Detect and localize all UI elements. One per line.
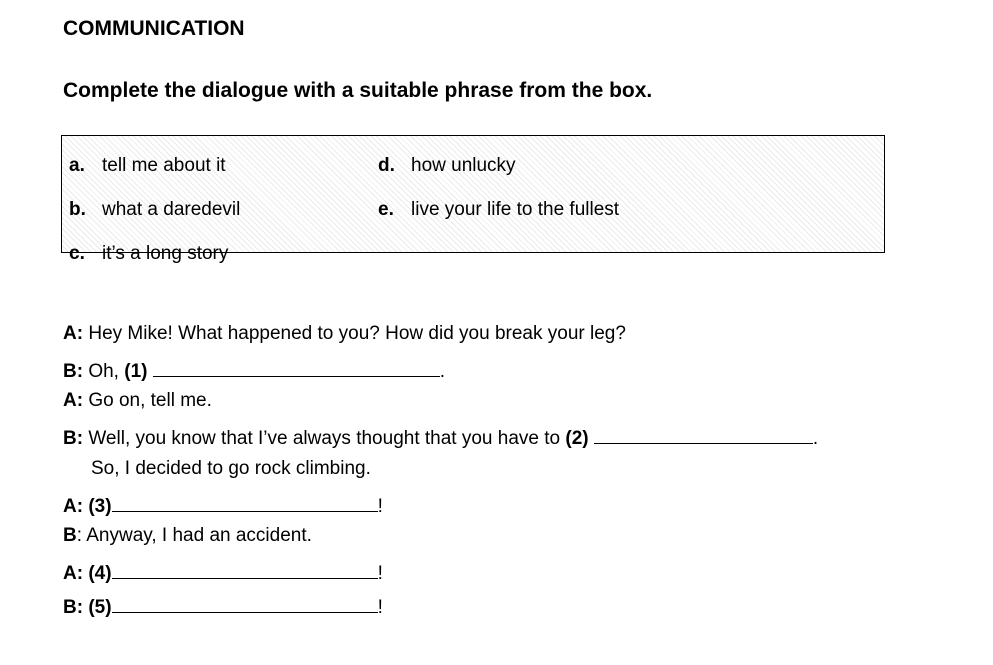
phrase-a bbox=[69, 155, 226, 177]
line-text: Oh, bbox=[83, 361, 125, 382]
answer-blank-1[interactable] bbox=[153, 357, 440, 377]
gap-number-5: (5) bbox=[83, 597, 112, 618]
dialogue-line-8 bbox=[63, 559, 383, 585]
speaker-label: A: bbox=[63, 390, 84, 411]
speaker-label: B bbox=[63, 525, 77, 546]
answer-blank-4[interactable] bbox=[112, 559, 378, 579]
exercise-instruction: Complete the dialogue with a suitable phrase from the box. bbox=[63, 79, 653, 102]
section-heading: COMMUNICATION bbox=[63, 17, 245, 40]
dialogue-line-7 bbox=[63, 525, 312, 547]
phrase-letter: e. bbox=[378, 199, 394, 220]
phrase-b bbox=[69, 199, 240, 221]
dialogue-line-9 bbox=[63, 593, 383, 619]
phrase-text: live your life to the fullest bbox=[411, 199, 620, 220]
phrase-letter: a. bbox=[69, 155, 85, 176]
gap-number-1: (1) bbox=[124, 361, 148, 382]
phrase-d bbox=[378, 155, 516, 177]
phrase-letter: b. bbox=[69, 199, 86, 220]
line-text: Hey Mike! What happened to you? How did you break your leg? bbox=[83, 323, 626, 344]
line-end: ! bbox=[377, 496, 383, 517]
phrase-letter: d. bbox=[378, 155, 395, 176]
dialogue-line-3 bbox=[63, 390, 212, 412]
line-text: Go on, tell me. bbox=[83, 390, 212, 411]
speaker-label: A: bbox=[63, 323, 84, 344]
gap-number-3: (3) bbox=[83, 496, 112, 517]
speaker-label: B: bbox=[63, 428, 84, 449]
phrase-letter: c. bbox=[69, 243, 85, 264]
line-text: : Anyway, I had an accident. bbox=[76, 525, 312, 546]
line-end: ! bbox=[377, 563, 383, 584]
line-text: Well, you know that I’ve always thought that you have to bbox=[83, 428, 566, 449]
phrase-text: how unlucky bbox=[411, 155, 516, 176]
phrase-text: what a daredevil bbox=[102, 199, 241, 220]
answer-blank-3[interactable] bbox=[112, 492, 378, 512]
dialogue-line-5 bbox=[91, 458, 371, 480]
speaker-label: A: bbox=[63, 496, 84, 517]
dialogue-line-6 bbox=[63, 492, 383, 518]
speaker-label: B: bbox=[63, 361, 84, 382]
gap-number-4: (4) bbox=[83, 563, 112, 584]
line-end: . bbox=[812, 428, 819, 449]
dialogue-line-1 bbox=[63, 323, 626, 345]
phrase-e bbox=[378, 199, 619, 221]
phrase-c bbox=[69, 243, 228, 265]
phrase-text: it’s a long story bbox=[102, 243, 229, 264]
phrase-text: tell me about it bbox=[102, 155, 226, 176]
answer-blank-5[interactable] bbox=[112, 593, 378, 613]
line-end: . bbox=[439, 361, 446, 382]
dialogue-line-4 bbox=[63, 424, 818, 450]
answer-blank-2[interactable] bbox=[594, 424, 813, 444]
gap-number-2: (2) bbox=[565, 428, 589, 449]
line-text: So, I decided to go rock climbing. bbox=[91, 458, 371, 479]
speaker-label: B: bbox=[63, 597, 84, 618]
speaker-label: A: bbox=[63, 563, 84, 584]
phrase-box bbox=[61, 135, 885, 253]
line-end: ! bbox=[377, 597, 383, 618]
dialogue-line-2 bbox=[63, 357, 445, 383]
